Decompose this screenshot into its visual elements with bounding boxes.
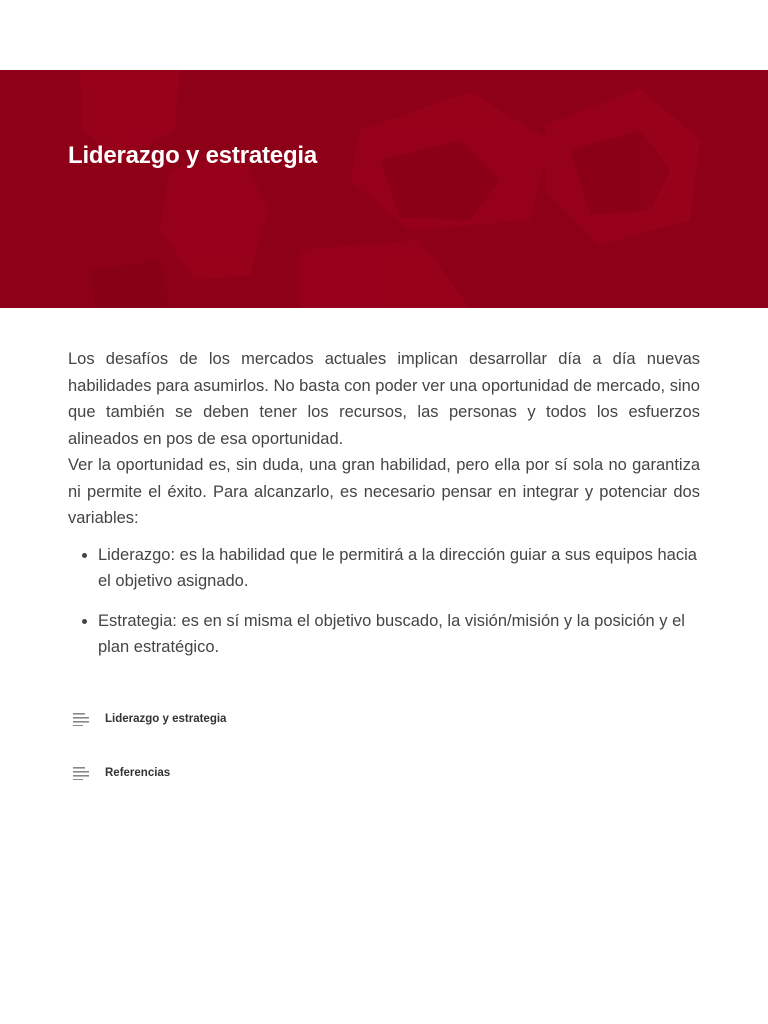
text-lines-icon: [72, 766, 90, 780]
second-paragraph: Ver la oportunidad es, sin duda, una gran habilidad, pero ella por sí sola no garantiza ni permite el éxito. Para alcanzarlo, es necesario pensar en integrar y potenciar dos variables:: [68, 456, 700, 527]
section-nav: [72, 706, 472, 814]
nav-item-label: Liderazgo y estrategia: [105, 713, 227, 725]
text-lines-icon: [72, 712, 90, 726]
list-item-estrategia: • Estrategia: es en sí misma el objetivo buscado, la visión/misión y la posición y el plan estratégico.: [98, 608, 700, 661]
hero-banner: [0, 70, 768, 308]
nav-item-liderazgo-y-estrategia[interactable]: [72, 706, 472, 732]
intro-paragraph: Los desafíos de los mercados actuales implican desarrollar día a día nuevas habilidades para asumirlos. No basta con poder ver una oportunidad de mercado, sino que también se deben tener los recursos, las personas y todos los esfuerzos alineados en pos de esa oportunidad.: [68, 350, 700, 448]
nav-item-label: Referencias: [105, 767, 171, 779]
list-item-liderazgo: • Liderazgo: es la habilidad que le permitirá a la dirección guiar a sus equipos hacia el objetivo asignado.: [98, 542, 700, 595]
page-title: Liderazgo y estrategia: [68, 142, 318, 169]
main-content: [68, 346, 700, 674]
nav-item-referencias[interactable]: [72, 760, 472, 786]
hero-background-shapes: [0, 70, 768, 308]
variables-list: [68, 542, 700, 661]
